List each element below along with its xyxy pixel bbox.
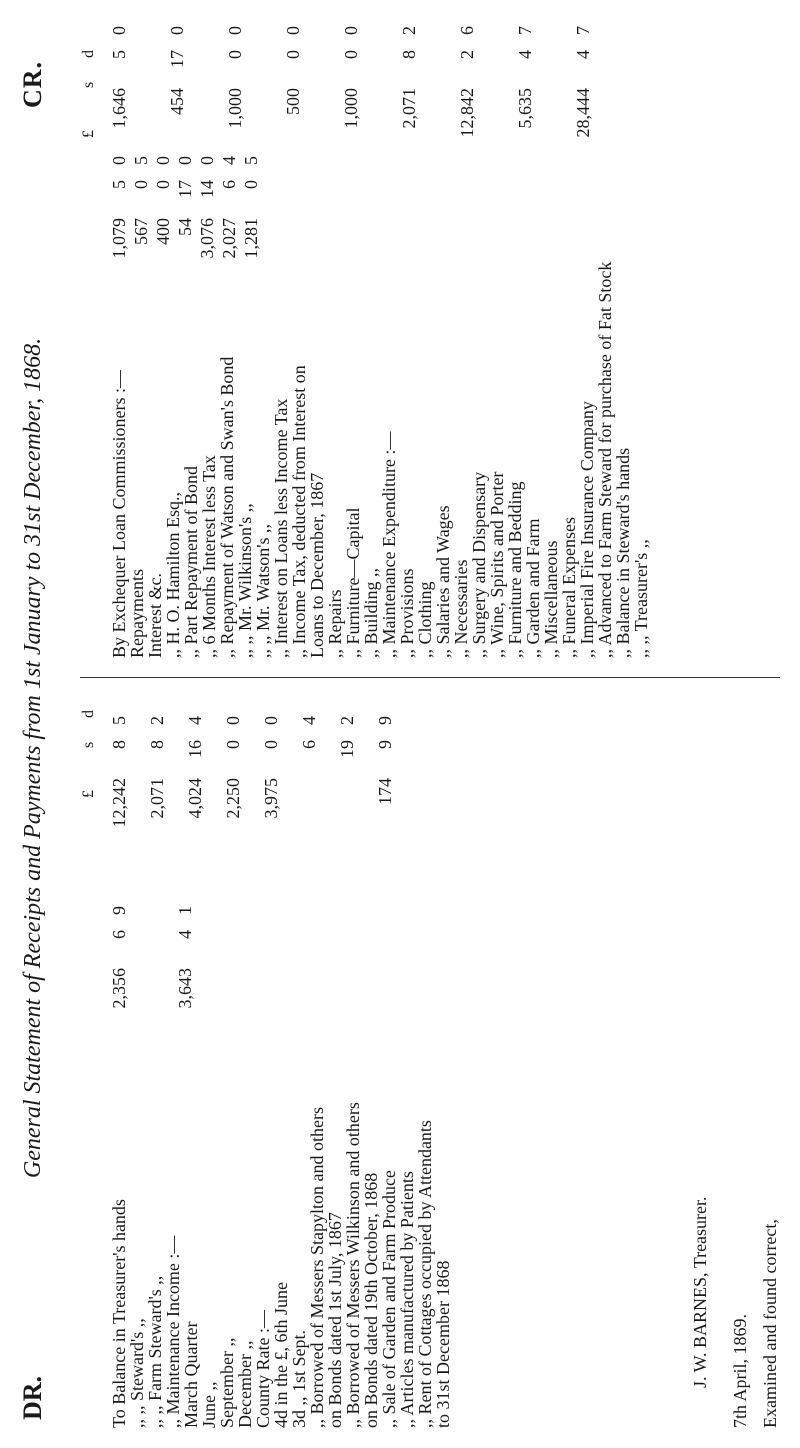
receipt-total-amount <box>224 688 262 838</box>
receipt-row <box>416 828 434 1428</box>
shilling-head: s <box>80 81 97 88</box>
receipt-total-pounds: 2,250 <box>223 778 243 819</box>
payment-total-shillings: 0 <box>283 50 303 59</box>
receipt-label: ,, Maintenance Income :— <box>163 1235 183 1428</box>
payment-total-amount <box>284 18 342 148</box>
payment-total-shillings: 8 <box>399 50 419 59</box>
receipt-subtotal-amount <box>132 848 154 1028</box>
receipt-row <box>326 828 344 1428</box>
payment-total-pence: 0 <box>167 26 187 35</box>
receipt-total-pence: 2 <box>147 716 167 725</box>
receipt-row <box>362 828 380 1428</box>
payment-label: ,, ,, Mr. Watson's ,, <box>253 524 273 658</box>
receipt-subtotal-pence: 9 <box>109 906 129 915</box>
payment-label: ,, Wine, Spirits and Porter <box>487 471 507 658</box>
receipt-total-pounds: 4,024 <box>185 778 205 819</box>
payment-total-pounds: 1,646 <box>109 88 129 129</box>
payment-label: ,, Maintenance Expenditure :— <box>379 431 399 658</box>
payment-label: ,, Building ,, <box>361 567 381 658</box>
payment-subtotal-pounds: 1,281 <box>241 218 261 259</box>
page-code-dr: DR. <box>18 1375 47 1420</box>
receipt-label: ,, Articles manufactured by Patients <box>397 1171 417 1428</box>
receipt-total-amount <box>338 688 376 838</box>
payment-subtotal-pence: 0 <box>109 156 129 165</box>
receipt-total-shillings: 0 <box>223 740 243 749</box>
payment-total-pence: 2 <box>399 26 419 35</box>
payment-label: ,, Furniture and Bedding <box>505 481 525 658</box>
payment-label: ,, Furniture—Capital <box>343 507 363 658</box>
receipt-label: ,, Rent of Cottages occupied by Attendants <box>415 1120 435 1428</box>
receipt-label: on Bonds dated 1st July, 1867 <box>325 1212 345 1428</box>
receipt-label: June ,, <box>199 1381 219 1428</box>
receipt-label: ,, Sale of Garden and Farm Produce <box>379 1170 399 1428</box>
receipt-total-shillings: 8 <box>109 740 129 749</box>
payment-total-pounds: 454 <box>167 88 187 115</box>
payment-label: Interest &c. <box>145 573 165 658</box>
payment-label: ,, Salaries and Wages <box>433 505 453 658</box>
receipt-row <box>218 828 236 1428</box>
receipt-total-pence: 4 <box>299 716 319 725</box>
treasurer-signature: J. W. BARNES, Treasurer. <box>690 1196 710 1388</box>
payment-subtotal-shillings: 5 <box>109 180 129 189</box>
receipt-subtotal-amount <box>176 848 198 1028</box>
payment-subtotal-pounds: 2,027 <box>219 218 239 259</box>
payment-label: ,, Repairs <box>325 589 345 658</box>
receipt-row <box>290 828 308 1428</box>
receipts-total-column <box>110 688 414 838</box>
receipt-subtotal-amount <box>110 848 132 1028</box>
payment-total-shillings: 17 <box>167 50 187 68</box>
payment-total-pounds: 12,842 <box>457 88 477 138</box>
receipt-total-amount <box>376 688 414 838</box>
receipt-label: September ,, <box>217 1337 237 1428</box>
receipt-total-shillings: 6 <box>299 740 319 749</box>
payment-total-amount <box>226 18 284 148</box>
payment-total-pence: 7 <box>573 26 593 35</box>
payment-subtotal-pounds: 567 <box>131 218 151 245</box>
receipt-total-shillings: 19 <box>337 740 357 758</box>
payment-total-pence: 0 <box>109 26 129 35</box>
pound-head: £ <box>80 130 97 138</box>
payment-subtotal-pence: 5 <box>131 156 151 165</box>
pence-head: d <box>80 50 97 58</box>
payment-label: ,, Clothing <box>415 581 435 658</box>
receipt-subtotal-pounds: 2,356 <box>109 968 129 1009</box>
payment-label: By Exchequer Loan Commissioners :— <box>109 370 129 658</box>
payment-total-pounds: 28,444 <box>573 88 593 138</box>
shilling-head: s <box>80 741 97 748</box>
payments-total-column <box>110 18 632 148</box>
receipt-row <box>254 828 272 1428</box>
receipt-label: to 31st December 1868 <box>433 1260 453 1428</box>
receipt-row <box>344 828 362 1428</box>
payment-total-pounds: 500 <box>283 88 303 115</box>
payment-label: ,, Necessaries <box>451 559 471 658</box>
payment-label: ,, Interest on Loans less Income Tax <box>271 398 291 658</box>
receipt-subtotal-pounds: 3,643 <box>175 968 195 1009</box>
receipt-label: 3d ,, 1st Sept. <box>289 1329 309 1428</box>
receipt-total-amount <box>300 688 338 838</box>
center-divider <box>80 677 780 678</box>
payment-subtotal-pounds: 1,079 <box>109 218 129 259</box>
receipt-total-shillings: 8 <box>147 740 167 749</box>
payment-total-shillings: 2 <box>457 50 477 59</box>
payment-subtotal-pounds: 3,076 <box>197 218 217 259</box>
payment-label: Loans to December, 1867 <box>307 472 327 658</box>
payment-total-amount <box>110 18 168 148</box>
payment-label: ,, Balance in Steward's hands <box>613 447 633 658</box>
payment-subtotal-pence: 0 <box>175 156 195 165</box>
receipt-subtotal-shillings: 4 <box>175 930 195 939</box>
payment-subtotal-shillings: 6 <box>219 180 239 189</box>
receipt-row <box>272 828 290 1428</box>
payment-label: ,, H. O. Hamilton Esq., <box>163 492 183 658</box>
receipt-label: County Rate :— <box>253 1310 273 1428</box>
receipt-total-pence: 0 <box>223 716 243 725</box>
receipt-total-amount <box>148 688 186 838</box>
payment-subtotal-shillings: 17 <box>175 180 195 198</box>
payment-total-pence: 0 <box>341 26 361 35</box>
payment-subtotal-pence: 5 <box>241 156 261 165</box>
payment-total-pounds: 1,000 <box>341 88 361 129</box>
payment-subtotal-pence: 0 <box>197 156 217 165</box>
pence-head: d <box>80 710 97 718</box>
receipt-label: ,, ,, Farm Steward's ,, <box>145 1275 165 1428</box>
payments-subtotal-column <box>110 158 264 278</box>
receipt-label: December ,, <box>235 1340 255 1428</box>
payment-total-amount <box>574 18 632 148</box>
payment-total-shillings: 0 <box>225 50 245 59</box>
payment-label: ,, Surgery and Dispensary <box>469 471 489 658</box>
payment-total-amount <box>400 18 458 148</box>
title-row <box>18 0 58 1448</box>
receipt-total-pounds: 2,071 <box>147 778 167 819</box>
receipt-label: March Quarter <box>181 1321 201 1428</box>
receipt-label: ,, Borrowed of Messers Stapylton and others <box>307 1107 327 1428</box>
receipt-total-shillings: 9 <box>375 740 395 749</box>
payment-subtotal-shillings: 0 <box>241 180 261 189</box>
payment-total-pence: 0 <box>225 26 245 35</box>
payment-label: ,, Income Tax, deducted from Interest on <box>289 365 309 658</box>
receipt-total-shillings: 16 <box>185 740 205 758</box>
payment-subtotal-shillings: 14 <box>197 180 217 198</box>
payment-row <box>632 18 650 658</box>
payment-total-pence: 7 <box>515 26 535 35</box>
receipt-total-pence: 9 <box>375 716 395 725</box>
payment-total-shillings: 4 <box>515 50 535 59</box>
receipt-total-amount <box>186 688 224 838</box>
payment-label: ,, 6 Months Interest less Tax <box>199 455 219 658</box>
payment-label: ,, ,, Mr. Wilkinson's ,, <box>235 503 255 658</box>
payment-label: ,, Imperial Fire Insurance Company <box>577 401 597 658</box>
payment-total-pence: 0 <box>283 26 303 35</box>
receipt-total-amount <box>110 688 148 838</box>
receipt-row <box>236 828 254 1428</box>
payment-total-pence: 6 <box>457 26 477 35</box>
receipt-total-pence: 4 <box>185 716 205 725</box>
payment-total-amount <box>342 18 400 148</box>
payment-total-amount <box>168 18 226 148</box>
page-title: General Statement of Receipts and Payments from 1st January to 31st December, 1868. <box>20 337 46 1179</box>
receipt-total-pounds: 12,242 <box>109 778 129 828</box>
payment-total-shillings: 0 <box>341 50 361 59</box>
receipt-total-pounds: 174 <box>375 778 395 805</box>
receipt-total-pence: 5 <box>109 716 129 725</box>
receipt-label: To Balance in Treasurer's hands <box>109 1199 129 1428</box>
receipt-total-shillings: 0 <box>261 740 281 749</box>
payment-label: ,, Garden and Farm <box>523 518 543 658</box>
payment-subtotal-amount <box>110 158 132 278</box>
payment-total-amount <box>458 18 516 148</box>
pound-head: £ <box>80 790 97 798</box>
payment-subtotal-amount <box>242 158 264 278</box>
payment-subtotal-pounds: 400 <box>153 218 173 245</box>
payment-subtotal-amount <box>176 158 198 278</box>
payment-total-amount <box>516 18 574 148</box>
receipt-row <box>200 828 218 1428</box>
payment-label: ,, Repayment of Watson and Swan's Bond <box>217 356 237 658</box>
payment-subtotal-pence: 4 <box>219 156 239 165</box>
payment-subtotal-shillings: 0 <box>131 180 151 189</box>
receipt-label: 4d in the £, 6th June <box>271 1282 291 1428</box>
receipt-subtotal-shillings: 6 <box>109 930 129 939</box>
receipt-row <box>308 828 326 1428</box>
payment-total-pounds: 5,635 <box>515 88 535 129</box>
payment-label: ,, Part Repayment of Bond <box>181 466 201 658</box>
page-code-cr: CR. <box>18 60 47 108</box>
examined-note: Examined and found correct, <box>760 1219 780 1428</box>
receipt-row <box>398 828 416 1428</box>
receipt-label: on Bonds dated 19th October, 1868 <box>361 1172 381 1428</box>
payment-label: ,, Funeral Expenses <box>559 517 579 658</box>
payment-total-pounds: 2,071 <box>399 88 419 129</box>
receipt-total-pence: 0 <box>261 716 281 725</box>
receipt-subtotal-amount <box>154 848 176 1028</box>
payment-subtotal-amount <box>198 158 220 278</box>
receipts-subtotal-column <box>110 848 198 1028</box>
payment-subtotal-pence: 0 <box>153 156 173 165</box>
receipt-subtotal-pence: 1 <box>175 906 195 915</box>
payment-label: ,, ,, Treasurer's ,, <box>631 539 651 658</box>
receipt-row <box>434 828 452 1428</box>
receipt-label: ,, Borrowed of Messers Wilkinson and others <box>343 1102 363 1428</box>
statement-date: 7th April, 1869. <box>730 1313 750 1428</box>
receipt-total-pence: 2 <box>337 716 357 725</box>
payment-subtotal-amount <box>220 158 242 278</box>
receipt-total-pounds: 3,975 <box>261 778 281 819</box>
receipt-total-amount <box>262 688 300 838</box>
receipt-label: ,, ,, Steward's ,, <box>127 1318 147 1428</box>
payment-total-shillings: 5 <box>109 50 129 59</box>
payment-label: ,, Advanced to Farm Steward for purchase of Fat Stock <box>595 261 615 658</box>
payment-label: Repayments <box>127 569 147 658</box>
payment-total-shillings: 4 <box>573 50 593 59</box>
payment-subtotal-amount <box>132 158 154 278</box>
payment-total-pounds: 1,000 <box>225 88 245 129</box>
receipt-row <box>380 828 398 1428</box>
payment-subtotal-amount <box>154 158 176 278</box>
payment-label: ,, Miscellaneous <box>541 540 561 658</box>
payment-label: ,, Provisions <box>397 568 417 658</box>
payment-subtotal-pounds: 54 <box>175 218 195 236</box>
payment-subtotal-shillings: 0 <box>153 180 173 189</box>
